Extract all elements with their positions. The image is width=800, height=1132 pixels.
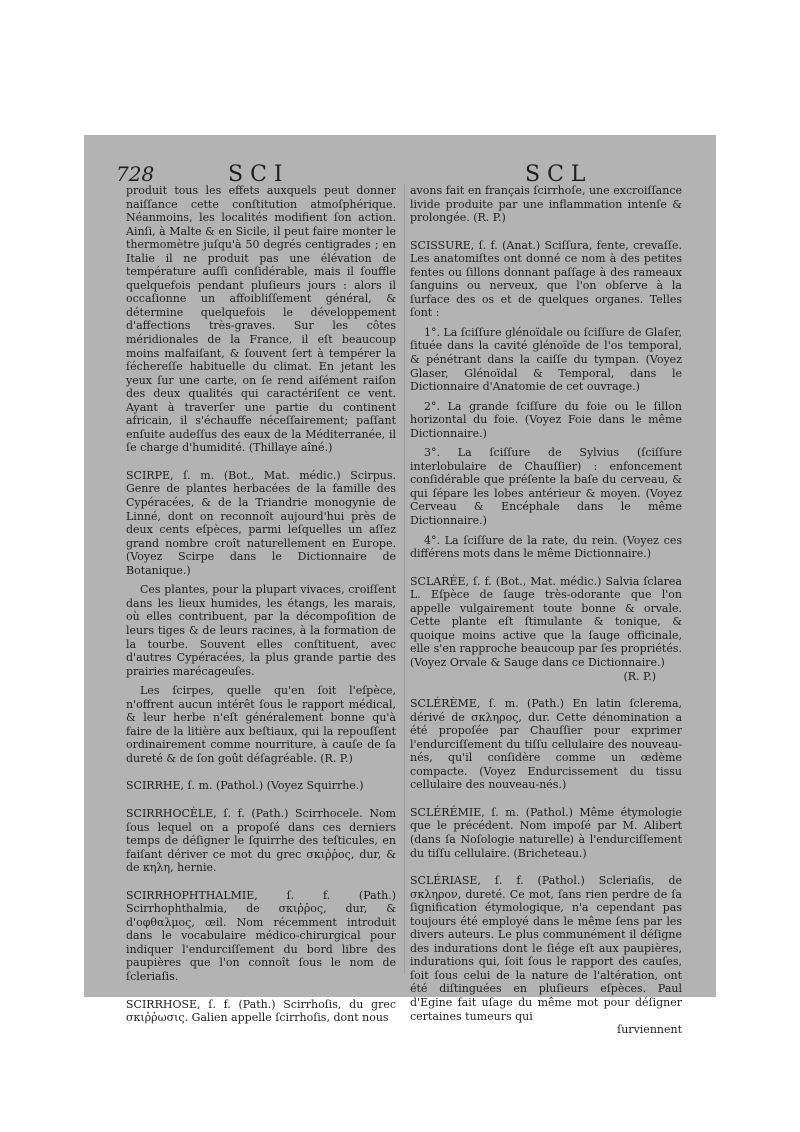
entry-sclaree-signature: (R. P.)	[623, 669, 656, 683]
entry-scirpe: SCIRPE, ſ. m. (Bot., Mat. médic.) Scirpus. Genre de plantes herbacées de la famille des Cypéracées, & de la Triandrie monogynie de Linné, dont on reconnoît aujourd'hui près de deux cents eſpèces, parmi leſquelles un aſſez grand nombre croît naturellement en Europe. (Voyez Scirpe dans le Dictionnaire de Botanique.)	[126, 468, 396, 577]
page-number: 728	[116, 162, 155, 186]
entry-scirpe-paragraph-3: Les ſcirpes, quelle qu'en ſoit l'eſpèce, n'offrent aucun intérêt ſous le rapport médical, & leur herbe n'eſt généralement bonne qu'à faire de la litière aux beſtiaux, qui la repouſſent ordinairement comme nourriture, à cauſe de ſa dureté & de ſon goût déſagréable. (R. P.)	[126, 684, 396, 765]
entry-scirrhophthalmie: SCIRRHOPHTHALMIE, ſ. f. (Path.) Scirrhophthalmia, de σκιῤῥος, dur, & d'οφθαλμος, œil. Nom récemment introduit dans le vocabulaire médico-chirurgical pour indiquer l'endurciſſement du bord libre des paupières que l'on connoît ſous le nom de ſcleriaſis.	[126, 888, 396, 983]
entry-sclaree: SCLARÉE, ſ. f. (Bot., Mat. médic.) Salvia ſclarea L. Eſpèce de ſauge très-odorante que l'on appelle vulgairement toute bonne & orvale. Cette plante eſt ſtimulante & tonique, & quoique moins active que la ſauge officinale, elle s'en rapproche beaucoup par ſes propriétés. (Voyez Orvale & Sauge dans ce Dictionnaire.)	[410, 574, 682, 669]
entry-scleremie: SCLÉRÉMIE, ſ. m. (Pathol.) Même étymologie que le précédent. Nom impoſé par M. Alibert (dans ſa Noſologie naturelle) à l'endurciſſement du tiſſu cellulaire. (Bricheteau.)	[410, 805, 682, 860]
right-column	[410, 184, 682, 1037]
entry-scissure-item-2: 2°. La grande ſciſſure du foie ou le ſillon horizontal du foie. (Voyez Foie dans le même Dictionnaire.)	[410, 399, 682, 440]
entry-scirrhe: SCIRRHE, ſ. m. (Pathol.) (Voyez Squirrhe.)	[126, 779, 364, 793]
left-running-head: SCI	[228, 162, 290, 187]
entry-scissure: SCISSURE, ſ. f. (Anat.) Sciſſura, fente, crevaſſe. Les anatomiſtes ont donné ce nom à des petites fentes ou ſillons donnant paſſage à des rameaux ſanguins ou nerveux, que l'on obſerve à la ſurface des os et de quelques organes. Telles ſont :	[410, 238, 682, 320]
catchword: ſurviennent	[617, 1023, 682, 1037]
continuation-paragraph: avons fait en français ſcirrhoſe, une excroiſſance livide produite par une inflammation intenſe & prolongée. (R. P.)	[410, 184, 682, 225]
entry-scleremie-sclereme: SCLÉRÈME, ſ. m. (Path.) En latin ſclerema, dérivé de σκληρος, dur. Cette dénomination a été propoſée par Chauſſier pour exprimer l'endurciſſement du tiſſu cellulaire des nouveau-nés, qu'il conſidère comme un œdème compacte. (Voyez Endurcissement du tissu cellulaire des nouveau-nés.)	[410, 697, 682, 792]
entry-scissure-item-3: 3°. La ſciſſure de Sylvius (ſciſſure interlobulaire de Chauſſier) : enfoncement conſidérable que préſente la baſe du cerveau, & qui ſépare les lobes antérieur & moyen. (Voyez Cerveau & Encéphale dans le même Dictionnaire.)	[410, 446, 682, 528]
entry-scirrhocele: SCIRRHOCÈLE, ſ. f. (Path.) Scirrhocele. Nom ſous lequel on a propoſé dans ces derniers temps de déſigner le ſquirrhe des teſticules, en faiſant dériver ce mot du grec σκιῤῥος, dur, & de κηλη, hernie.	[126, 806, 396, 875]
column-divider	[404, 184, 405, 974]
entry-scirpe-paragraph-2: Ces plantes, pour la plupart vivaces, croiſſent dans les lieux humides, les étangs, les marais, où elles contribuent, par la décompoſition de leurs tiges & de leurs racines, à la formation de la tourbe. Souvent elles conſtituent, avec d'autres Cypéracées, la plus grande partie des prairies marécageuſes.	[126, 583, 396, 678]
left-column	[126, 184, 396, 1025]
right-running-head: SCL	[525, 162, 593, 187]
entry-scleriase: SCLÉRIASE, ſ. f. (Pathol.) Scleriaſis, de σκληρον, dureté. Ce mot, ſans rien perdre de ſa ſignification étymologique, n'a cependant pas toujours été employé dans le même ſens par les divers auteurs. Le plus communément il déſigne des indurations dont le ſiége eſt aux paupières, indurations qui, ſoit ſous le rapport des cauſes, ſoit ſous celui de la nature de l'altération, ont été diſtinguées en pluſieurs eſpèces. Paul d'Egine fait uſage du même mot pour déſigner certaines tumeurs qui	[410, 874, 682, 1023]
continuation-paragraph: produit tous les effets auxquels peut donner naiſſance cette conſtitution atmoſphérique. Néanmoins, les localités modifient ſon action. Ainſi, à Malte & en Sicile, il peut faire monter le thermomètre juſqu'à 50 degrés centigrades ; en Italie il ne produit pas une élévation de température auſſi conſidérable, mais il ſouffle quelquefois pendant pluſieurs jours : alors il occaſionne un affoibliſſement général, & détermine quelquefois le développement d'affections très-graves. Sur les côtes méridionales de la France, il eſt beaucoup moins malfaiſant, & ſouvent ſert à tempérer la ſéchereſſe habituelle du climat. En jetant les yeux ſur une carte, on ſe rend aiſément raiſon des deux qualités qui caractériſent ce vent. Ayant à traverſer une partie du continent africain, il s'échauffe néceſſairement; paſſant enſuite audeſſus des eaux de la Méditerranée, il ſe charge d'humidité. (Thillaye aîné.)	[126, 184, 396, 455]
entry-scissure-item-1: 1°. La ſciſſure glénoïdale ou ſciſſure de Glaſer, ſituée dans la cavité glénoïde de l'os temporal, & pénétrant dans la caiſſe du tympan. (Voyez Glaser, Glénoïdal & Temporal, dans le Dictionnaire d'Anatomie de cet ouvrage.)	[410, 325, 682, 394]
entry-scirrhose: SCIRRHOSE, ſ. f. (Path.) Scirrhoſis, du grec σκιῤῥωσις. Galien appelle ſcirrhoſis, dont nous	[126, 997, 396, 1025]
entry-scissure-item-4: 4°. La ſciſſure de la rate, du rein. (Voyez ces différens mots dans le même Dictionnaire.)	[410, 533, 682, 561]
